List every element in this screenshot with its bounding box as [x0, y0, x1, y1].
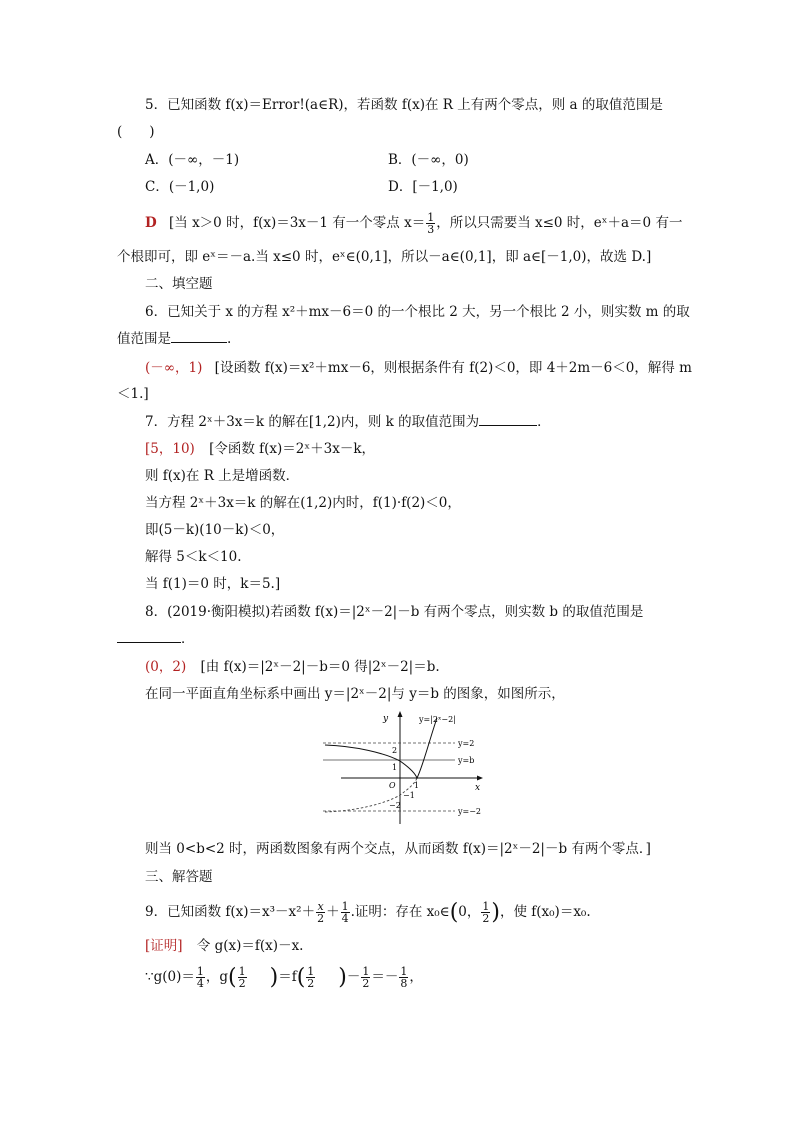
q9-frac3-den: 2 [482, 912, 490, 925]
q9-plus: ＋ [326, 904, 340, 920]
q9-half-c-den: 2 [362, 977, 370, 990]
q7-solution-6: 当 f(1)＝0 时，k＝5.] [145, 576, 281, 592]
q9-g0-num: 1 [196, 965, 204, 978]
tick-neg1: −1 [403, 791, 415, 800]
q6-solution-2: ＜1.] [117, 386, 149, 402]
section-answer: 三、解答题 [145, 869, 213, 885]
q6-stem-2-text: 值范围是 [117, 331, 171, 347]
q9-frac-res [399, 966, 408, 989]
q8-solution-3: 则当 0<b<2 时，两函数图象有两个交点，从而函数 f(x)＝|2ˣ－2|－b 有两个零点．] [145, 841, 651, 857]
q6-answer: (－∞，1) [145, 360, 203, 376]
q9-stem-post: ，使 f(x₀)＝x₀. [499, 904, 591, 920]
y-axis-arrow [398, 711, 403, 717]
q8-solution-2: 在同一平面直角坐标系中画出 y＝|2ˣ－2|与 y＝b 的图象，如图所示， [145, 686, 565, 702]
tick-x-1: 1 [414, 781, 420, 790]
q5-stem: 5．已知函数 f(x)＝Error!(a∈R)，若函数 f(x)在 R 上有两个零点，则 a 的取值范围是 [145, 97, 663, 113]
q6-stem-2: 值范围是 . [117, 331, 232, 347]
curve-label: y=|2ˣ−2| [419, 715, 456, 724]
q6-sol-text: [设函数 f(x)＝x²＋mx－6，则根据条件有 f(2)＜0，即 4＋2m－6＜0，解得 m [214, 360, 692, 376]
q9-frac-half-c [361, 966, 370, 989]
q8-sol-text: [由 f(x)＝|2ˣ－2|－b＝0 得|2ˣ－2|＝b. [200, 659, 440, 675]
q5-frac-num: 1 [427, 211, 435, 224]
q7-sol-text: [令函数 f(x)＝2ˣ＋3x－k， [209, 441, 376, 457]
q9-g0-den: 4 [196, 977, 204, 990]
q9-frac-1-2 [481, 901, 490, 924]
q9-half-b-den: 2 [307, 977, 315, 990]
q8-answer: (0，2) [145, 659, 187, 675]
section-fill-in: 二、填空题 [145, 276, 213, 292]
q9-interval-a: 0， [458, 904, 481, 920]
q9-g0: ∵g(0)＝ [145, 969, 195, 985]
q9-minus: － [346, 969, 361, 985]
q5-option-c: C．(－1,0) [145, 179, 215, 195]
q9-frac-g0 [196, 966, 205, 989]
q8-solution-1 [145, 658, 440, 676]
q9-frac1-den: 2 [317, 912, 325, 925]
label-y-neg2: y=−2 [458, 807, 482, 816]
q9-proof-text: 令 g(x)＝f(x)－x. [196, 938, 304, 954]
q9-half-b-num: 1 [307, 965, 315, 978]
q9-frac-half-b [306, 966, 315, 989]
q9-half-a-den: 2 [238, 977, 246, 990]
q5-sol-pre: [当 x＞0 时，f(x)＝3x－1 有一个零点 x＝ [169, 215, 426, 231]
q5-fraction [426, 212, 435, 235]
q9-g-half: ，g [205, 969, 229, 985]
label-y-2: y=2 [458, 739, 475, 748]
q5-option-d: D．[－1,0) [388, 179, 458, 195]
q5-option-b: B．(－∞，0) [388, 152, 469, 168]
q9-frac1-num: x [317, 900, 324, 913]
q7-solution-4: 即(5－k)(10－k)＜0， [145, 522, 285, 538]
q7-stem-text: 7．方程 2ˣ＋3x＝k 的解在[1,2)内，则 k 的取值范围为 [145, 414, 480, 430]
q9-proof-2: ∵g(0)＝ $\frac{1}{4}$ ，g( $\frac{1}{2}$ )＝f( $\frac{1}{2}$ )－ $\frac{1}{2}$ ＝－ $\frac{1}{8}$ ， [145, 965, 423, 990]
q7-solution-2: 则 f(x)在 R 上是增函数． [145, 468, 300, 484]
q9-half-c-num: 1 [362, 965, 370, 978]
q5-option-a: A．(－∞，－1) [145, 152, 240, 168]
q5-bracket: ( ) [117, 124, 155, 140]
q6-blank [171, 330, 227, 343]
q5-solution-line1 [145, 212, 682, 235]
q7-solution-3: 当方程 2ˣ＋3x＝k 的解在(1,2)内时，f(1)·f(2)＜0， [145, 495, 461, 511]
q8-stem-2: ． [117, 630, 195, 648]
q9-proof-1 [145, 937, 303, 955]
q9-stem-mid: .证明：存在 x₀∈ [350, 904, 450, 920]
curve-abs-2x-minus-2 [325, 718, 437, 778]
q7-stem: 7．方程 2ˣ＋3x＝k 的解在[1,2)内，则 k 的取值范围为 ． [145, 414, 551, 430]
tick-neg2: −2 [389, 801, 401, 810]
y-axis-label: y [383, 714, 389, 724]
graph-figure [315, 708, 490, 830]
q9-eq-f: ＝f [278, 969, 297, 985]
q5-sol-post: ，所以只需要当 x≤0 时，eˣ＋a＝0 有一 [436, 215, 683, 231]
origin-label: O [389, 781, 396, 790]
x-axis-label: x [475, 783, 481, 793]
q9-stem: 9．已知函数 f(x)＝x³－x²＋ $\frac{x}{2}$ ＋ $\frac{1}{4}$ .证明：存在 x₀∈(0， $\frac{1}{2}$ )，使 f(x₀)＝x₀. [145, 900, 591, 925]
q9-frac2-num: 1 [341, 900, 349, 913]
q5-frac-den: 3 [427, 223, 435, 236]
q9-res-num: 1 [400, 965, 408, 978]
label-y-b: y=b [458, 756, 475, 765]
q9-stem-pre: 9．已知函数 f(x)＝x³－x²＋ [145, 904, 316, 920]
x-axis-arrow [477, 776, 483, 781]
q9-frac3-num: 1 [482, 900, 490, 913]
q7-blank [479, 413, 537, 426]
q9-frac-1-4 [341, 901, 350, 924]
q8-stem: 8．(2019·衡阳模拟)若函数 f(x)＝|2ˣ－2|－b 有两个零点，则实数 b 的取值范围是 [145, 604, 644, 620]
tick-1: 1 [392, 763, 398, 772]
q6-solution-1 [145, 359, 692, 377]
q9-frac2-den: 4 [341, 912, 349, 925]
q7-solution-5: 解得 5＜k＜10. [145, 549, 242, 565]
q9-frac-x-2 [316, 901, 325, 924]
q7-answer: [5，10) [145, 441, 195, 457]
q9-half-a-num: 1 [238, 965, 246, 978]
q7-solution-1 [145, 440, 375, 458]
q6-stem: 6．已知关于 x 的方程 x²＋mx－6＝0 的一个根比 2 大，另一个根比 2 小，则实数 m 的取 [145, 304, 690, 320]
q9-frac-half-a [238, 966, 247, 989]
q8-blank [117, 630, 181, 643]
q5-answer-letter: D [145, 215, 157, 231]
q9-proof-tag: [证明] [145, 938, 183, 954]
tick-2: 2 [392, 746, 398, 755]
q9-end: ， [409, 969, 423, 985]
q5-solution-line2: 个根即可，即 eˣ＝－a.当 x≤0 时，eˣ∈(0,1]，所以－a∈(0,1]，即 a∈[－1,0)，故选 D.] [117, 249, 652, 265]
q9-res-den: 8 [400, 977, 408, 990]
